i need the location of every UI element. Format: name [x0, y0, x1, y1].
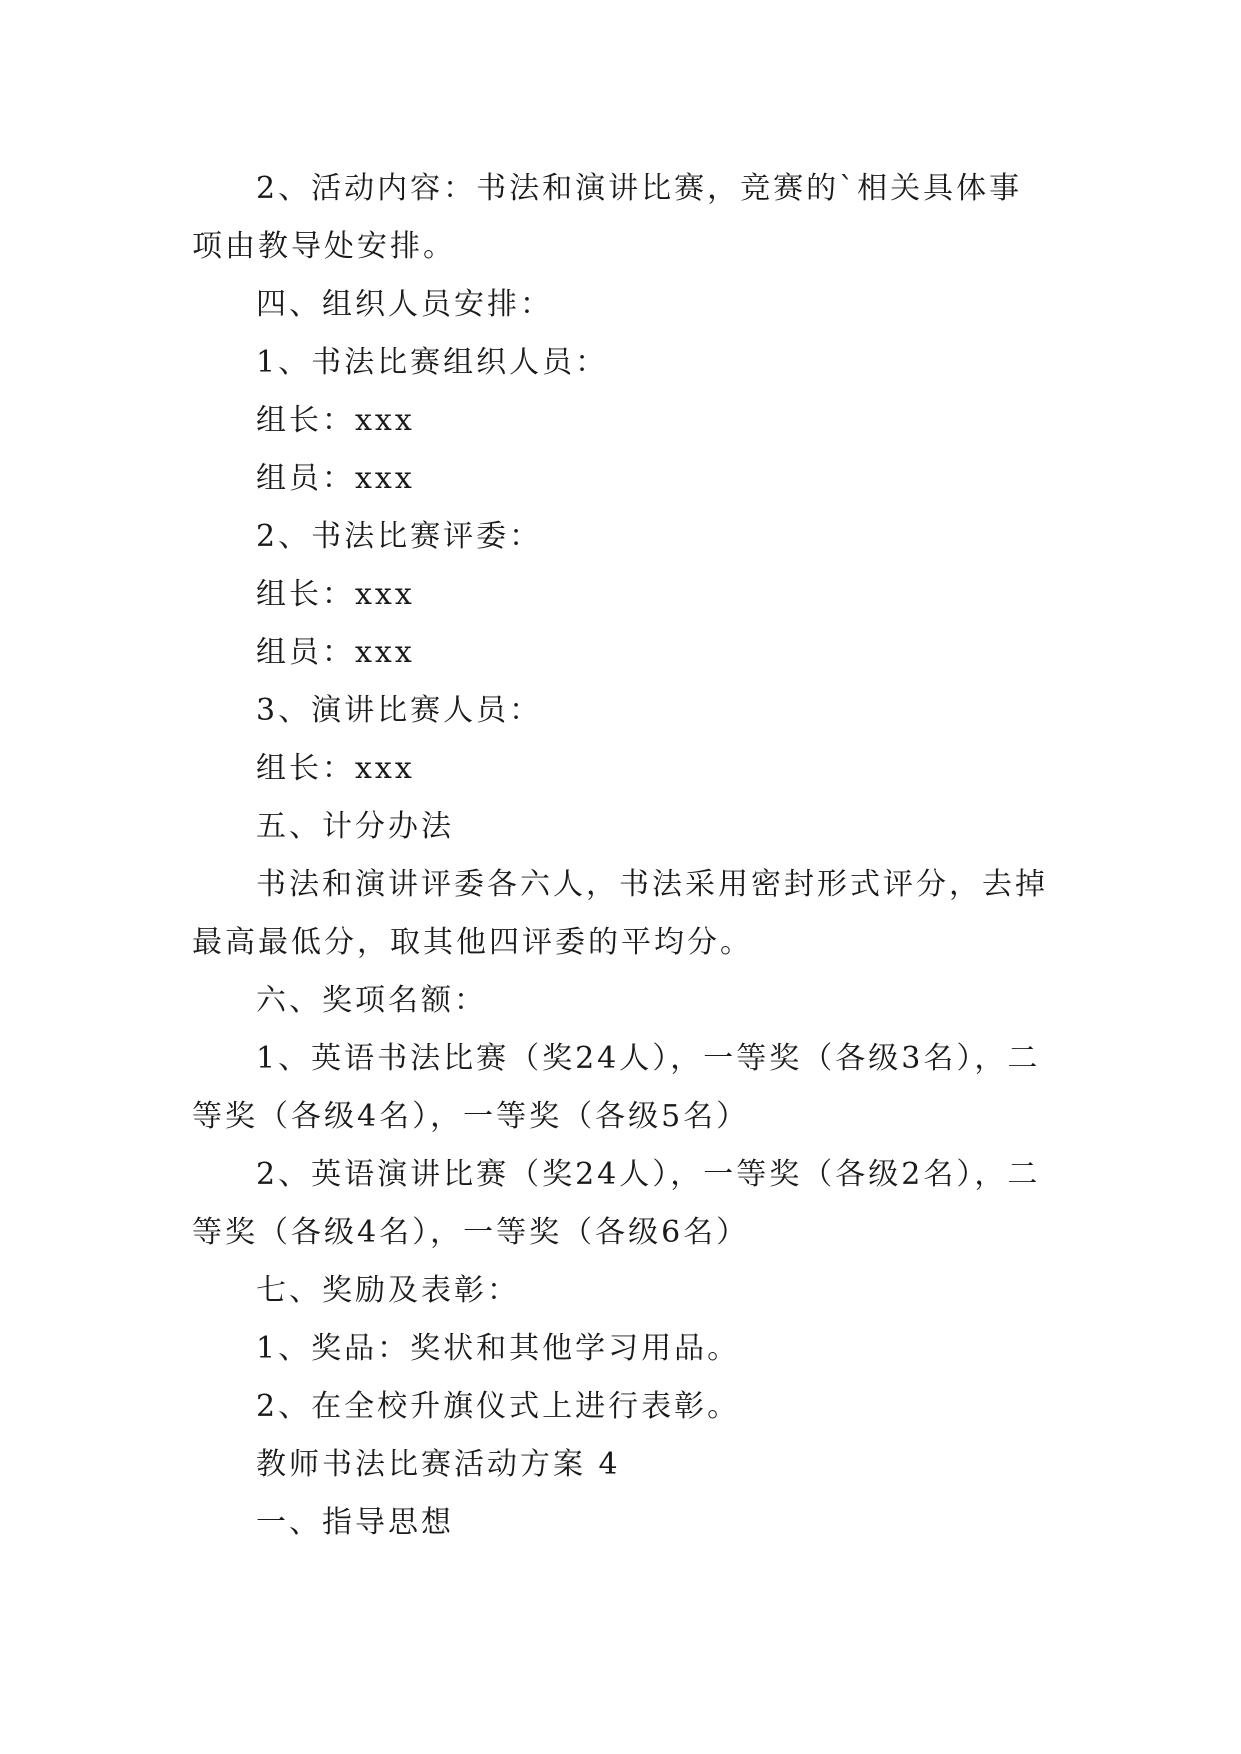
paragraph-prizes: 1、奖品：奖状和其他学习用品。	[256, 1331, 741, 1366]
paragraph-activity-content: 2、活动内容：书法和演讲比赛，竞赛的`相关具体事项由教导处安排。	[192, 171, 1023, 264]
paragraph-commendation: 2、在全校升旗仪式上进行表彰。	[256, 1389, 741, 1424]
paragraph-leader: 组长：xxx	[256, 403, 415, 438]
paragraph-leader: 组长：xxx	[256, 577, 415, 612]
paragraph-calligraphy-organizers: 1、书法比赛组织人员：	[256, 345, 609, 380]
heading-award-quota: 六、奖项名额：	[256, 983, 487, 1018]
heading-organizer-arrangement: 四、组织人员安排：	[256, 287, 553, 322]
heading-guiding-ideology: 一、指导思想	[256, 1505, 454, 1540]
paragraph-calligraphy-awards: 1、英语书法比赛（奖24人），一等奖（各级3名），二等奖（各级4名），一等奖（各级5名）	[192, 1041, 1041, 1134]
paragraph-speech-awards: 2、英语演讲比赛（奖24人），一等奖（各级2名），二等奖（各级4名），一等奖（各级6名）	[192, 1157, 1041, 1250]
document-body	[192, 160, 1052, 1552]
paragraph-calligraphy-judges: 2、书法比赛评委：	[256, 519, 543, 554]
paragraph-speech-staff: 3、演讲比赛人员：	[256, 693, 543, 728]
heading-rewards: 七、奖励及表彰：	[256, 1273, 520, 1308]
paragraph-member: 组员：xxx	[256, 635, 415, 670]
paragraph-leader: 组长：xxx	[256, 751, 415, 786]
paragraph-scoring-details: 书法和演讲评委各六人，书法采用密封形式评分，去掉最高最低分，取其他四评委的平均分。	[192, 867, 1048, 960]
section-title-plan-4: 教师书法比赛活动方案 4	[256, 1447, 621, 1482]
heading-scoring-method: 五、计分办法	[256, 809, 454, 844]
paragraph-member: 组员：xxx	[256, 461, 415, 496]
